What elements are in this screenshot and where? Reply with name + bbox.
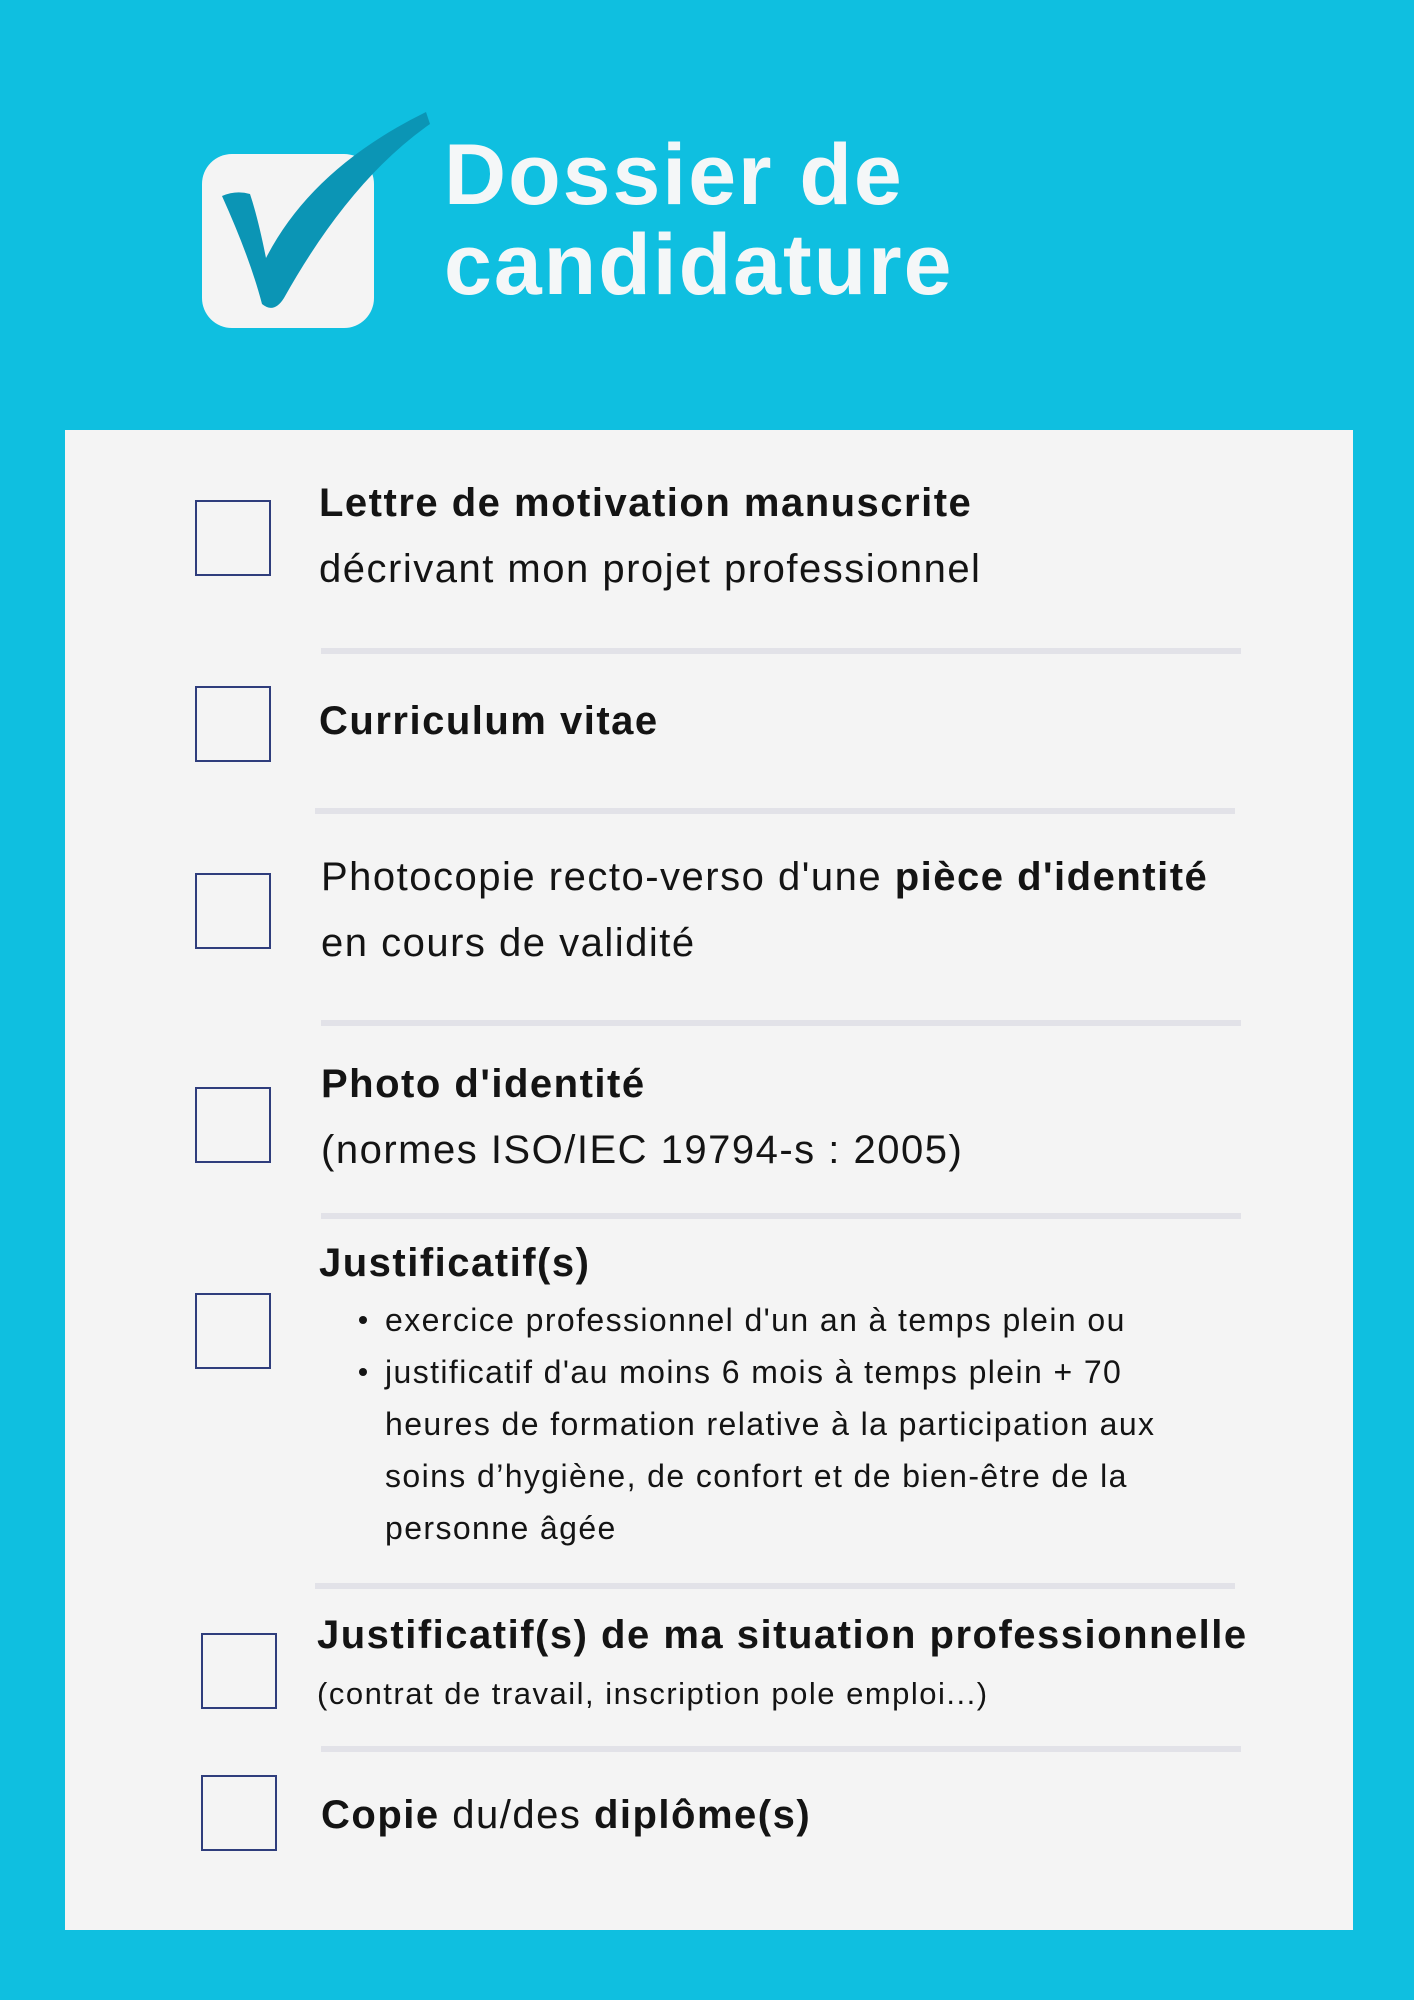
separator [315,808,1235,814]
separator [321,648,1241,654]
separator [321,1020,1241,1026]
separator [321,1746,1241,1752]
item-id-photo: Photo d'identité (normes ISO/IEC 19794-s : 2005) [321,1062,964,1172]
page-title: Dossier de candidature [444,127,954,313]
item-motivation-letter: Lettre de motivation manuscrite décrivant mon projet professionnel [319,481,982,591]
checkbox-motivation-letter[interactable] [195,500,271,576]
item-proof-documents-title: Justificatif(s) [319,1241,591,1285]
checkbox-id-photo[interactable] [195,1087,271,1163]
header [0,0,1414,420]
item-diploma: Copie du/des diplôme(s) [321,1793,812,1837]
checkbox-id-card[interactable] [195,873,271,949]
item-professional-situation: Justificatif(s) de ma situation professionnelle (contrat de travail, inscription pole emploi...) [317,1613,1248,1711]
separator [321,1213,1241,1219]
checkbox-proof-documents[interactable] [195,1293,271,1369]
list-item-continued: heures de formation relative à la participation aux [385,1406,1156,1442]
item-id-card: Photocopie recto-verso d'une pièce d'identité en cours de validité [321,855,1209,965]
checkbox-diploma[interactable] [201,1775,277,1851]
checkbox-professional-situation[interactable] [201,1633,277,1709]
separator [315,1583,1235,1589]
list-item-continued: personne âgée [385,1510,617,1546]
item-cv: Curriculum vitae [319,699,659,743]
checkbox-check-icon [200,108,440,338]
list-item-continued: soins d’hygiène, de confort et de bien-être de la [385,1458,1128,1494]
list-item: justificatif d'au moins 6 mois à temps plein + 70 [385,1346,1155,1398]
checkbox-cv[interactable] [195,686,271,762]
proof-documents-list [385,1294,1155,1554]
checklist-panel [65,430,1353,1930]
list-item: exercice professionnel d'un an à temps plein ou [385,1294,1155,1346]
